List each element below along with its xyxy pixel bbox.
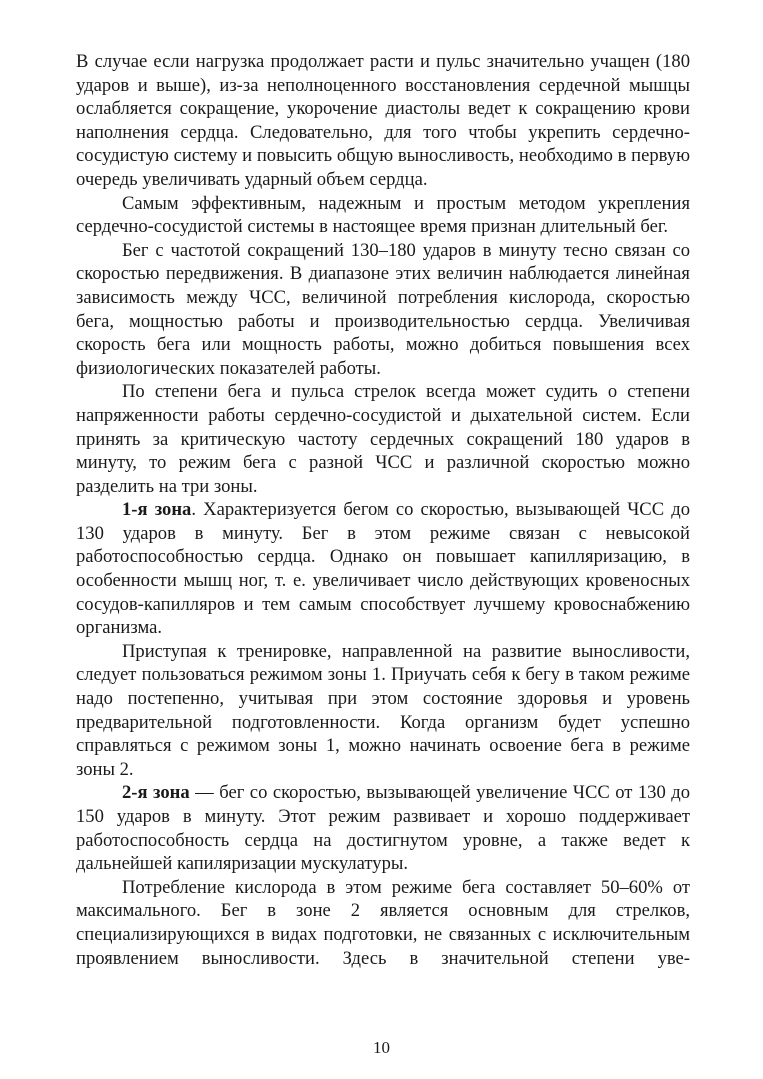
paragraph-zone-1	[76, 498, 690, 640]
paragraph-text: Самым эффективным, надежным и простым методом укрепления сердечно-сосудистой системы в настоящее время признан длительный бег.	[76, 192, 690, 238]
paragraph-2	[76, 192, 690, 239]
zone-heading: 2-я зона	[122, 782, 190, 804]
paragraph-8	[76, 876, 690, 970]
document-page	[76, 50, 690, 970]
paragraph-zone-2	[76, 781, 690, 875]
paragraph-4	[76, 380, 690, 498]
paragraph-text: Бег с частотой сокращений 130–180 ударов в минуту тесно связан со скоростью передвижения. В диапазоне этих величин наблюдается линейная зависимость между ЧСС, величиной потребления кислорода, скоростью бега, мощностью работы и производительностью сердца. Увеличивая скорость бега или мощность работы, можно добиться повышения всех физиологических показателей работы.	[76, 239, 690, 379]
paragraph-text: В случае если нагрузка продолжает расти и пульс значительно учащен (180 ударов и выше), из-за неполноценного восстановления сердечной мышцы ослабляется сокращение, укорочение диастолы ведет к сокращению крови наполнения сердца. Следовательно, для того чтобы укрепить сердечно-сосудистую систему и повысить общую выносливость, необходимо в первую очередь увеличивать ударный объем сердца.	[76, 51, 690, 190]
paragraph-text: . Характеризуется бегом со скоростью, вызывающей ЧСС до 130 ударов в минуту. Бег в этом режиме связан с невысокой работоспособностью сердца. Однако он повышает капилляризацию, в особенности мышц ног, т. е. увеличивает число действующих кровеносных сосудов-капилляров и тем самым способствует лучшему кровоснабжению организма.	[76, 499, 690, 639]
paragraph-text: По степени бега и пульса стрелок всегда может судить о степени напряженности работы сердечно-сосудистой и дыхательной систем. Если принять за критическую частоту сердечных сокращений 180 ударов в минуту, то режим бега с разной ЧСС и различной скоростью можно разделить на три зоны.	[76, 381, 690, 497]
page-number: 10	[373, 1038, 390, 1057]
paragraph-text: — бег со скоростью, вызывающей увеличение ЧСС от 130 до 150 ударов в минуту. Этот режим развивает и хорошо поддерживает работоспособность сердца на достигнутом уровне, а также ведет к дальнейшей капиляризации мускулатуры.	[76, 782, 690, 875]
paragraph-3	[76, 239, 690, 381]
paragraph-1	[76, 50, 690, 192]
paragraph-text: Приступая к тренировке, направленной на развитие выносливости, следует пользоваться режимом зоны 1. Приучать себя к бегу в таком режиме надо постепенно, учитывая при этом состояние здоровья и уровень предварительной подготовленности. Когда организм будет успешно справляться с режимом зоны 1, можно начинать освоение бега в режиме зоны 2.	[76, 640, 690, 780]
zone-heading: 1-я зона	[122, 499, 192, 521]
paragraph-6	[76, 640, 690, 782]
paragraph-text: Потребление кислорода в этом режиме бега составляет 50–60% от максимального. Бег в зоне 2 является основным для стрелков, специализирующихся в видах подготовки, не связанных с исключительным проявлением выносливости. Здесь в значительной степени уве-	[76, 876, 690, 969]
